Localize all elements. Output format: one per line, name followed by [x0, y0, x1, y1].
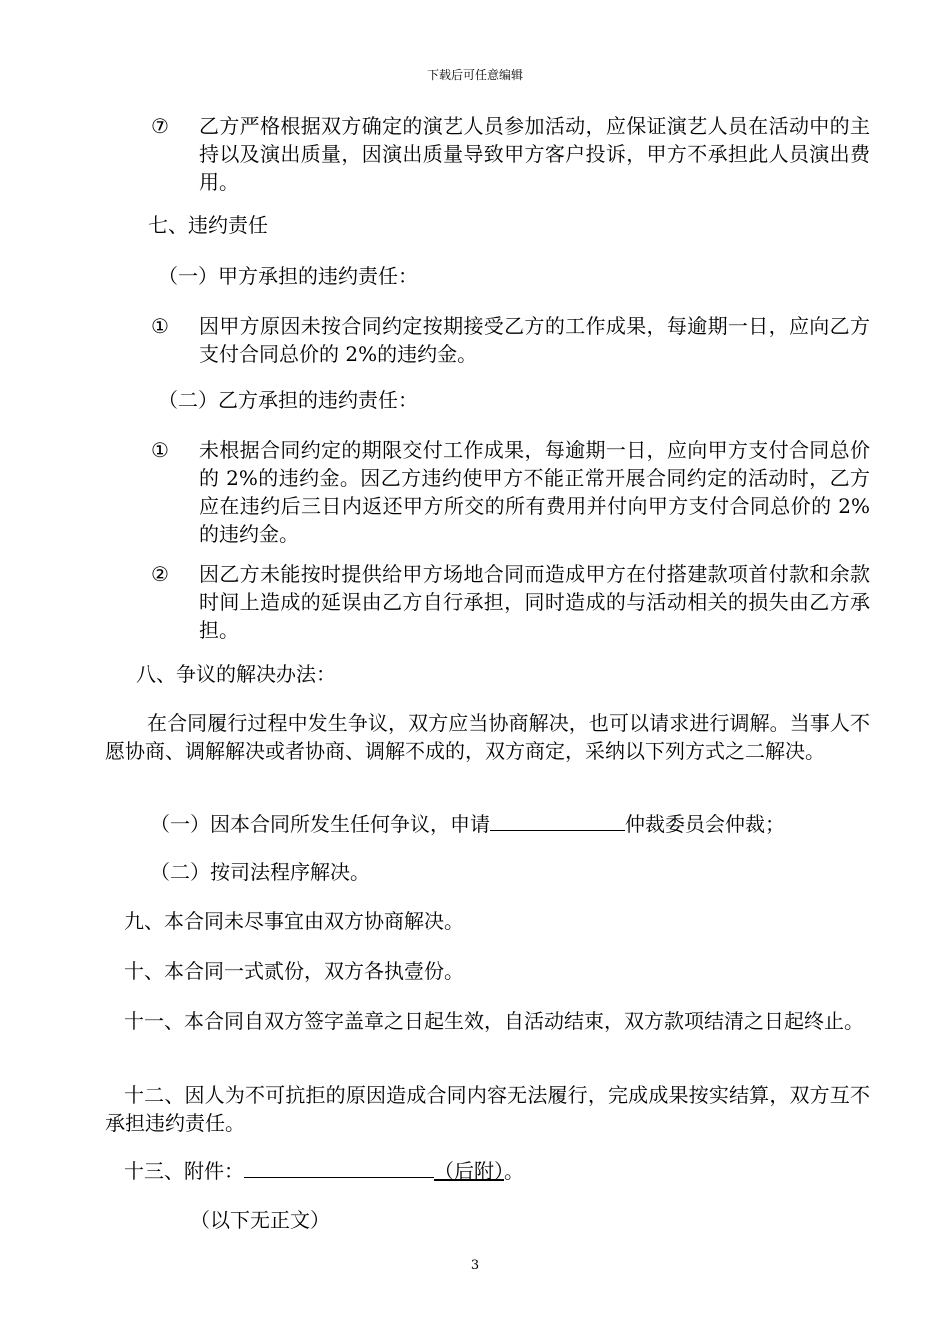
attachment-note: （后附） [434, 1159, 504, 1183]
section-8-heading: 八、争议的解决办法： [136, 662, 336, 686]
section-12-paragraph: 十二、因人为不可抗拒的原因造成合同内容无法履行，完成成果按实结算，双方互不承担违约责任。 [105, 1083, 870, 1135]
clause-7-item [105, 112, 870, 196]
section-11-paragraph: 十一、本合同自双方签字盖章之日起生效，自活动结束，双方款项结清之日起终止。 [124, 1009, 864, 1033]
item-text: 乙方严格根据双方确定的演艺人员参加活动，应保证演艺人员在活动中的主持以及演出质量，因演出质量导致甲方客户投诉，甲方不承担此人员演出费用。 [199, 114, 870, 194]
section-7-heading: 七、违约责任 [148, 213, 268, 237]
item-text: 未根据合同约定的期限交付工作成果，每逾期一日，应向甲方支付合同总价的 2%的违约金。因乙方违约使甲方不能正常开展合同约定的活动时，乙方应在违约后三日内返还甲方所交的所有费用并付向甲方支付合同总价的 2%的违约金。 [199, 438, 870, 546]
section-7a-heading: （一）甲方承担的违约责任： [158, 264, 418, 288]
item-text: 因甲方原因未按合同约定按期接受乙方的工作成果，每逾期一日，应向乙方支付合同总价的 2%的违约金。 [199, 314, 870, 366]
end-of-text-note: （以下无正文） [190, 1208, 330, 1232]
section-13-prefix: 十三、附件： [124, 1159, 244, 1183]
section-7b-heading: （二）乙方承担的违约责任： [158, 388, 418, 412]
item-text: 因乙方未能按时提供给甲方场地合同而造成甲方在付搭建款项首付款和余款时间上造成的延误由乙方自行承担，同时造成的与活动相关的损失由乙方承担。 [199, 562, 870, 642]
item-number: ② [151, 562, 169, 586]
section-10-line: 十、本合同一式贰份，双方各执壹份。 [124, 959, 464, 983]
page-header: 下载后可任意编辑 [426, 68, 523, 82]
section-13-line [124, 1155, 889, 1185]
section-13-suffix: 。 [504, 1159, 524, 1183]
clause-7b-2-item [105, 560, 870, 644]
attachment-blank[interactable] [244, 1155, 434, 1178]
arbitration-blank[interactable] [490, 808, 625, 831]
item-number: ⑦ [151, 114, 169, 138]
option-2-line: （二）按司法程序解决。 [150, 860, 370, 884]
clause-7b-1-item [105, 436, 870, 548]
section-8-paragraph: 在合同履行过程中发生争议，双方应当协商解决，也可以请求进行调解。当事人不愿协商、调解解决或者协商、调解不成的，双方商定，采纳以下列方式之二解决。 [105, 711, 870, 763]
item-number: ① [151, 438, 169, 462]
section-9-line: 九、本合同未尽事宜由双方协商解决。 [124, 909, 464, 933]
option-1-prefix: （一）因本合同所发生任何争议，申请 [150, 812, 490, 836]
option-1-suffix: 仲裁委员会仲裁； [625, 812, 785, 836]
page-number: 3 [470, 1258, 480, 1273]
option-1-line [150, 808, 915, 838]
clause-7a-1-item [105, 312, 870, 368]
item-number: ① [151, 314, 169, 338]
